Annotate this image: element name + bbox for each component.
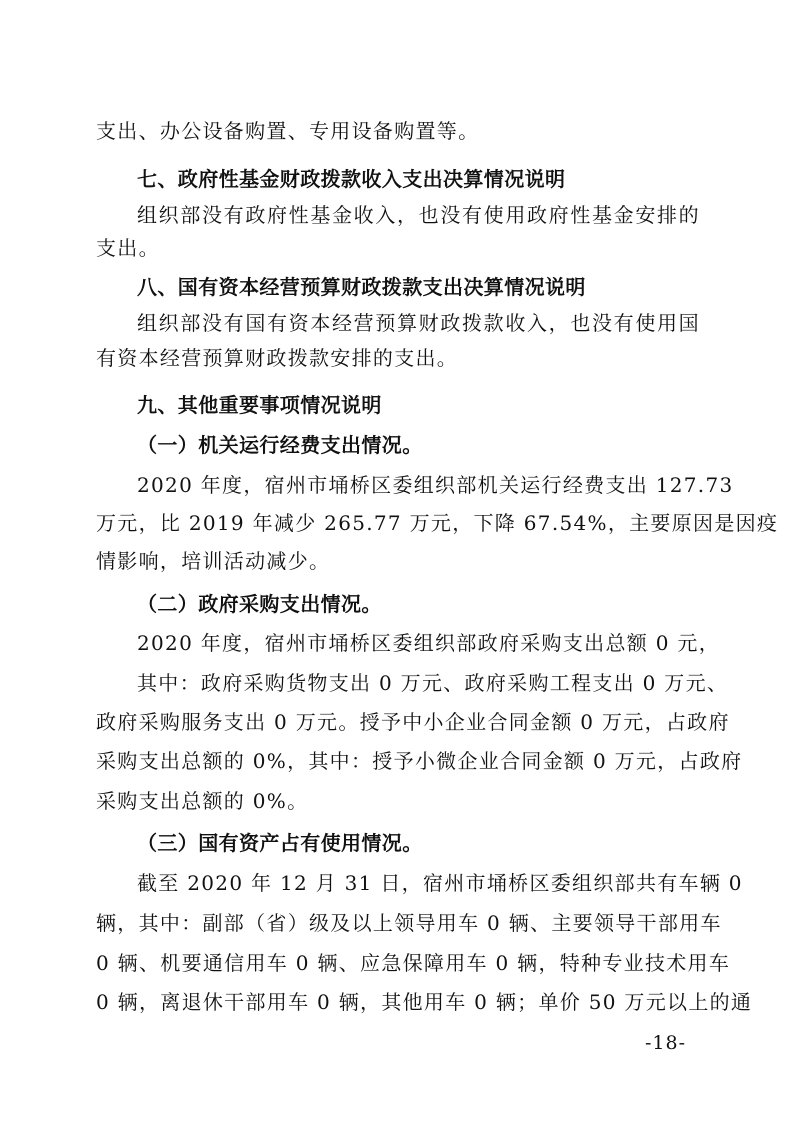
paragraph-line: 采购支出总额的 0%。	[96, 789, 309, 813]
subsection-heading: （一）机关运行经费支出情况。	[137, 433, 423, 457]
paragraph-line: 其中：政府采购货物支出 0 万元、政府采购工程支出 0 万元、	[137, 671, 729, 695]
paragraph-line: 有资本经营预算财政拨款安排的支出。	[96, 346, 459, 370]
paragraph-line: 情影响，培训活动减少。	[96, 549, 331, 573]
paragraph-line: 万元，比 2019 年减少 265.77 万元，下降 67.54%，主要原因是因疫	[96, 511, 779, 535]
paragraph-line: 组织部没有国有资本经营预算财政拨款收入，也没有使用国	[137, 311, 700, 335]
paragraph-line: 采购支出总额的 0%，其中：授予小微企业合同金额 0 万元，占政府	[96, 749, 743, 773]
paragraph-line: 政府采购服务支出 0 万元。授予中小企业合同金额 0 万元，占政府	[96, 710, 730, 734]
paragraph-line: 截至 2020 年 12 月 31 日，宿州市埇桥区委组织部共有车辆 0	[137, 871, 743, 895]
paragraph-line: 组织部没有政府性基金收入，也没有使用政府性基金安排的	[137, 203, 700, 227]
section-heading: 八、国有资本经营预算财政拨款支出决算情况说明	[137, 275, 586, 299]
paragraph-line: 支出。	[96, 236, 160, 260]
paragraph-line: 支出、办公设备购置、专用设备购置等。	[96, 119, 480, 143]
paragraph-line: 2020 年度，宿州市埇桥区委组织部政府采购支出总额 0 元，	[137, 631, 720, 655]
section-heading: 九、其他重要事项情况说明	[137, 393, 382, 417]
section-heading: 七、政府性基金财政拨款收入支出决算情况说明	[137, 167, 566, 191]
page-number: -18-	[645, 1032, 687, 1054]
paragraph-line: 0 辆、机要通信用车 0 辆、应急保障用车 0 辆，特种专业技术用车	[96, 951, 731, 975]
subsection-heading: （二）政府采购支出情况。	[137, 592, 382, 616]
paragraph-line: 2020 年度，宿州市埇桥区委组织部机关运行经费支出 127.73	[137, 473, 734, 497]
subsection-heading: （三）国有资产占有使用情况。	[137, 831, 423, 855]
paragraph-line: 辆，其中：副部（省）级及以上领导用车 0 辆、主要领导干部用车	[96, 911, 722, 935]
paragraph-line: 0 辆，离退休干部用车 0 辆，其他用车 0 辆；单价 50 万元以上的通	[96, 990, 753, 1014]
